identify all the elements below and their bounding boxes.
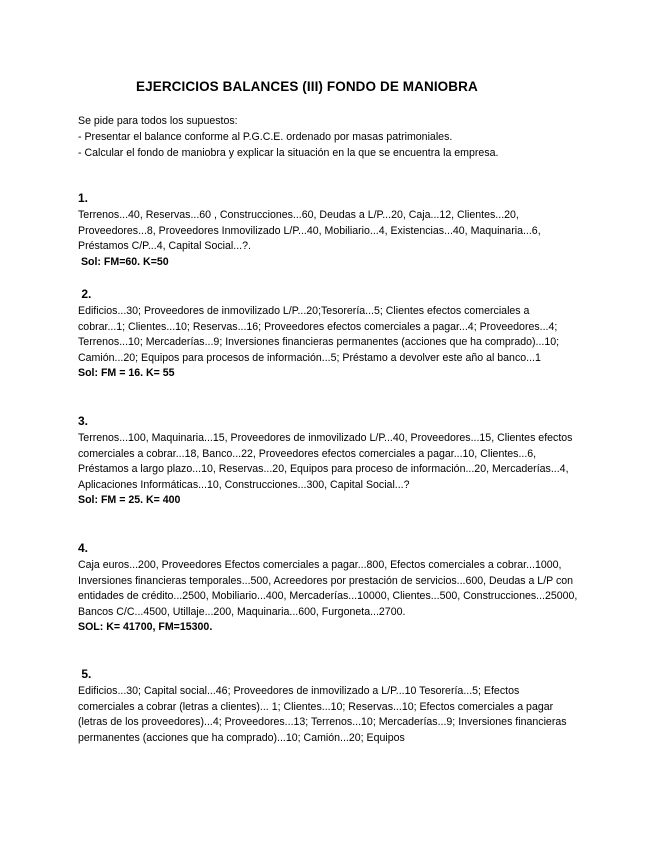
intro-line: Se pide para todos los supuestos:	[78, 115, 238, 127]
page-title: EJERCICIOS BALANCES (III) FONDO DE MANIOBRA	[136, 79, 478, 94]
exercise-5	[78, 666, 578, 746]
exercise-solution: Sol: FM=60. K=50	[78, 255, 169, 268]
intro-instructions	[78, 113, 578, 161]
exercise-2	[78, 286, 578, 382]
exercise-solution: Sol: FM = 25. K= 400	[78, 494, 181, 506]
exercise-statement: Edificios...30; Proveedores de inmovilizado L/P...20;Tesorería...5; Clientes efectos comerciales a cobrar...1; Clientes...10; Reservas...16; Proveedores efectos comerciales a pagar...4; Proveedores...4; Terrenos...10; Mercaderías...9; Inversiones financieras permanentes (acciones que ha comprado)...10; Camión...20; Equipos para procesos de información...5; Préstamo a devolver este año al banco...1	[78, 305, 560, 364]
exercise-number: 4.	[78, 541, 89, 555]
exercise-number: 5.	[78, 667, 92, 681]
exercise-number: 1.	[78, 191, 89, 205]
exercise-3	[78, 413, 578, 509]
exercise-solution: SOL: K= 41700, FM=15300.	[78, 621, 213, 633]
exercise-4	[78, 540, 578, 636]
exercise-statement: Terrenos...40, Reservas...60 , Construcciones...60, Deudas a L/P...20, Caja...12, Clientes...20, Proveedores...8, Proveedores Inmovilizado L/P...40, Mobiliario...4, Existencias...40, Maquinaria...6, Préstamos C/P...4, Capital Social...?.	[78, 209, 541, 252]
exercise-statement: Caja euros...200, Proveedores Efectos comerciales a pagar...800, Efectos comerciales a cobrar...1000, Inversiones financieras temporales...500, Acreedores por prestación de servicios...600, Deudas a L/P con entidades de crédito...2500, Mobiliario...400, Mercaderías...10000, Clientes...500, Construcciones...25000, Bancos C/C...4500, Utillaje...200, Maquinaria...600, Furgoneta...2700.	[78, 559, 578, 618]
exercise-statement: Edificios...30; Capital social...46; Proveedores de inmovilizado a L/P...10 Tesorería...5; Efectos comerciales a cobrar (letras a clientes)... 1; Clientes...10; Reservas...10; Efectos comerciales a pagar (letras de los proveedores)...4; Proveedores...13; Terrenos...10; Mercaderías...9; Inversiones financieras permanentes (acciones que ha comprado)...10; Camión...20; Equipos	[78, 685, 567, 744]
intro-line: - Calcular el fondo de maniobra y explicar la situación en la que se encuentra la empresa.	[78, 147, 499, 159]
exercise-number: 3.	[78, 414, 89, 428]
exercise-number: 2.	[78, 287, 92, 301]
exercise-statement: Terrenos...100, Maquinaria...15, Proveedores de inmovilizado L/P...40, Proveedores...15, Clientes efectos comerciales a cobrar...18, Banco...22, Proveedores efectos comerciales a pagar...10, Clientes...6, Préstamos a largo plazo...10, Reservas...20, Equipos para proceso de información...20, Mercaderías...4, Aplicaciones Informáticas...10, Construcciones...300, Capital Social...?	[78, 432, 573, 491]
exercise-1	[78, 190, 578, 270]
intro-line: - Presentar el balance conforme al P.G.C.E. ordenado por masas patrimoniales.	[78, 131, 453, 143]
exercise-solution: Sol: FM = 16. K= 55	[78, 367, 175, 379]
